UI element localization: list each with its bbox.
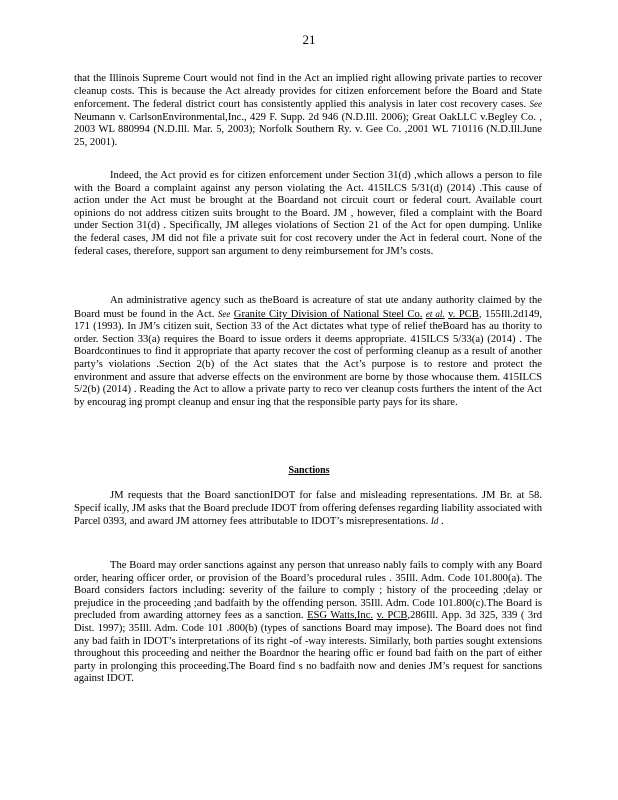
paragraph-text: JM requests that the Board sanctionIDOT for false and misleading representations. JM Br. at 58. Specif ically, JM asks that the Board preclude IDOT from offering defenses regarding liability associated with Parcel 0393, and award JM attorney fees attributable to IDOT’s misrepresentations. [74, 490, 542, 528]
paragraph-board-authority [74, 295, 542, 409]
paragraph-text: The Board may order sanctions against any person that unreaso nably fails to comply with any Board order, hearing officer order, or provision of the Board’s procedural rules . 35Ill. Adm. Code 101.800(a). The Board considers factors including: severity of the failure to comply ; history of the proceeding ;delay or prejudice in the proceeding ;and badfaith by the offending person. 35Ill. Adm. Code 101.800(c).The Board is precluded from awarding attorney fees as a sanction. [74, 560, 542, 622]
paragraph-text: Indeed, the Act provid es for citizen enforcement under Section 31(d) ,which allows a person to file with the Board a complaint against any person violating the Act. 415ILCS 5/31(d) (2014) .This cause of action under the Act must be brought at the Boardand not circuit court or federal court. Available court opinions do not address citizen suits brought to the Board. JM , however, filed a complaint with the Board under Section 31(d) . Specifically, JM alleges violations of Section 21 of the Act for open dumping. Unlike the federal cases, JM did not file a private suit for cost recovery under the Act in federal court. None of the federal cases, therefore, support san argument to deny reimbursement for JM’s costs. [74, 170, 542, 257]
citation-id: Id [430, 516, 439, 527]
paragraph-text: An administrative agency such as theBoard is acreature of stat ute andany authority claimed by the Board must be found in the Act. [74, 295, 542, 320]
case-versus: v. PCB [448, 308, 479, 320]
citation-signal: See [217, 308, 231, 319]
citation-signal: See [529, 99, 542, 110]
paragraph-citizen-enforcement [74, 170, 542, 258]
page-number: 21 [302, 32, 316, 47]
case-et-al: et al. [425, 308, 445, 319]
paragraph-sanction-request: JM requests that the Board sanctionIDOT for false and misleading representations. JM Br. at 58. Specif ically, JM asks that the Board preclude IDOT from offering defenses regarding liability associated with Parcel 0393, and award JM attorney fees attributable to IDOT’s misrepresentations. Id . [74, 490, 542, 528]
paragraph-text: , 155Ill.2d149, 171 (1993). In JM’s citizen suit, Section 33 of the Act dictates what type of relief theBoard has au thority to order. Section 33(a) requires the Board to issue orders it deems appropriate. 415ILCS 5/33(a) (2014) . The Boardcontinues to find it appropriate that aparty recover the cost of performing cleanup as a result of another party’s violations .Section 2(b) of the Act states that the Act’s purpose is to restore and protect the environment and assure that adverse effects on the environment are borne by those whocause them. 415ILCS 5/2(b) (2014) . Reading the Act to allow a private party to reco ver cleanup costs furthers the intent of the Act by encourag ing prompt cleanup and ensur ing that the responsible party pays for its share. [74, 308, 543, 408]
paragraph-sanction-analysis [74, 560, 542, 686]
case-name: Granite City Division of National Steel Co. [233, 308, 423, 320]
citation-text: , 429 F. Supp. 2d 946 (N.D.Ill. 2006); Great OakLLC v.Begley Co. , 2003 WL 880994 (N.D.Ill. Mar. 5, 2003); Norfolk Southern Ry. v. Gee Co. ,2001 WL 710116 (N.D.Ill.June 25, 2001). [74, 111, 542, 148]
case-versus: v. PCB [376, 610, 408, 622]
case-name: ESG Watts,Inc. [307, 610, 374, 622]
paragraph-cost-recovery [74, 73, 542, 150]
paragraph-text: that the Illinois Supreme Court would not find in the Act an implied right allowing private parties to recover cleanup costs. This is because the Act already provides for citizen enforcement before the Board and State enforcement. The federal district court has consistently applied this analysis in later cost recovery cases. [74, 73, 542, 111]
case-name: Neumann v. CarlsonEnvironmental,Inc. [74, 111, 244, 123]
paragraph-text: ,286Ill. App. 3d 325, 339 ( 3rd Dist. 1997); 35Ill. Adm. Code 101 .800(b) (types of sanctions Board may impose). The Board does not find any bad faith in IDOT’s interpretations of its right -of -way interests. Similarly, both parties sought extensions throughout this proceeding and neither the Boardnor the hearing offic er found bad faith on the part of either party in prolonging this proceeding.The Board find s no badfaith now and denies JM’s request for sanctions against IDOT. [74, 610, 542, 685]
section-heading: Sanctions [288, 465, 330, 476]
